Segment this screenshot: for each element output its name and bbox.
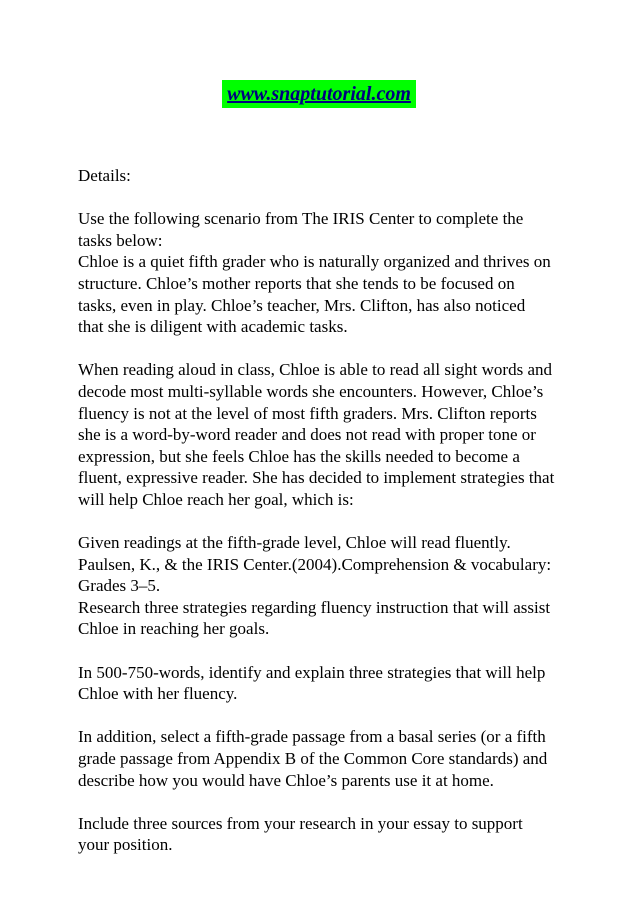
text-line: decode most multi-syllable words she encounters. However, Chloe’s	[78, 381, 544, 401]
text-line: In 500-750-words, identify and explain three strategies that will help	[78, 662, 546, 682]
text-line: Chloe with her fluency.	[78, 684, 238, 704]
text-line: will help Chloe reach her goal, which is:	[78, 489, 354, 509]
text-line: Chloe in reaching her goals.	[78, 619, 270, 639]
paragraph	[78, 208, 568, 338]
text-line: describe how you would have Chloe’s parents use it at home.	[78, 770, 494, 790]
text-line: tasks, even in play. Chloe’s teacher, Mrs. Clifton, has also noticed	[78, 295, 526, 315]
text-line: tasks below:	[78, 230, 163, 250]
paragraph	[78, 532, 568, 640]
header	[0, 80, 638, 108]
paragraph	[78, 813, 568, 856]
text-line: Details:	[78, 166, 131, 185]
text-line: structure. Chloe’s mother reports that she tends to be focused on	[78, 273, 515, 293]
text-line: In addition, select a fifth-grade passage from a basal series (or a fifth	[78, 727, 546, 747]
text-line: Use the following scenario from The IRIS Center to complete the	[78, 209, 524, 229]
paragraph	[78, 726, 568, 791]
text-line: When reading aloud in class, Chloe is able to read all sight words and	[78, 360, 552, 380]
document-body	[78, 165, 568, 878]
text-line: Grades 3–5.	[78, 576, 161, 596]
text-line: fluency is not at the level of most fifth graders. Mrs. Clifton reports	[78, 403, 537, 423]
text-line: Include three sources from your research in your essay to support	[78, 813, 523, 833]
text-line: she is a word-by-word reader and does not read with proper tone or	[78, 425, 536, 445]
text-line: Paulsen, K., & the IRIS Center.(2004).Comprehension & vocabulary:	[78, 554, 552, 574]
text-line: your position.	[78, 835, 173, 855]
paragraph	[78, 662, 568, 705]
text-line: that she is diligent with academic tasks.	[78, 317, 348, 337]
text-line: fluent, expressive reader. She has decided to implement strategies that	[78, 468, 555, 488]
website-link[interactable]: www.snaptutorial.com	[222, 80, 416, 108]
text-line: Research three strategies regarding fluency instruction that will assist	[78, 597, 551, 617]
text-line: Chloe is a quiet fifth grader who is naturally organized and thrives on	[78, 252, 551, 272]
text-line: grade passage from Appendix B of the Common Core standards) and	[78, 749, 548, 769]
details-heading	[78, 165, 568, 187]
text-line: Given readings at the fifth-grade level, Chloe will read fluently.	[78, 533, 511, 553]
text-line: expression, but she feels Chloe has the skills needed to become a	[78, 446, 520, 466]
paragraph	[78, 359, 568, 510]
